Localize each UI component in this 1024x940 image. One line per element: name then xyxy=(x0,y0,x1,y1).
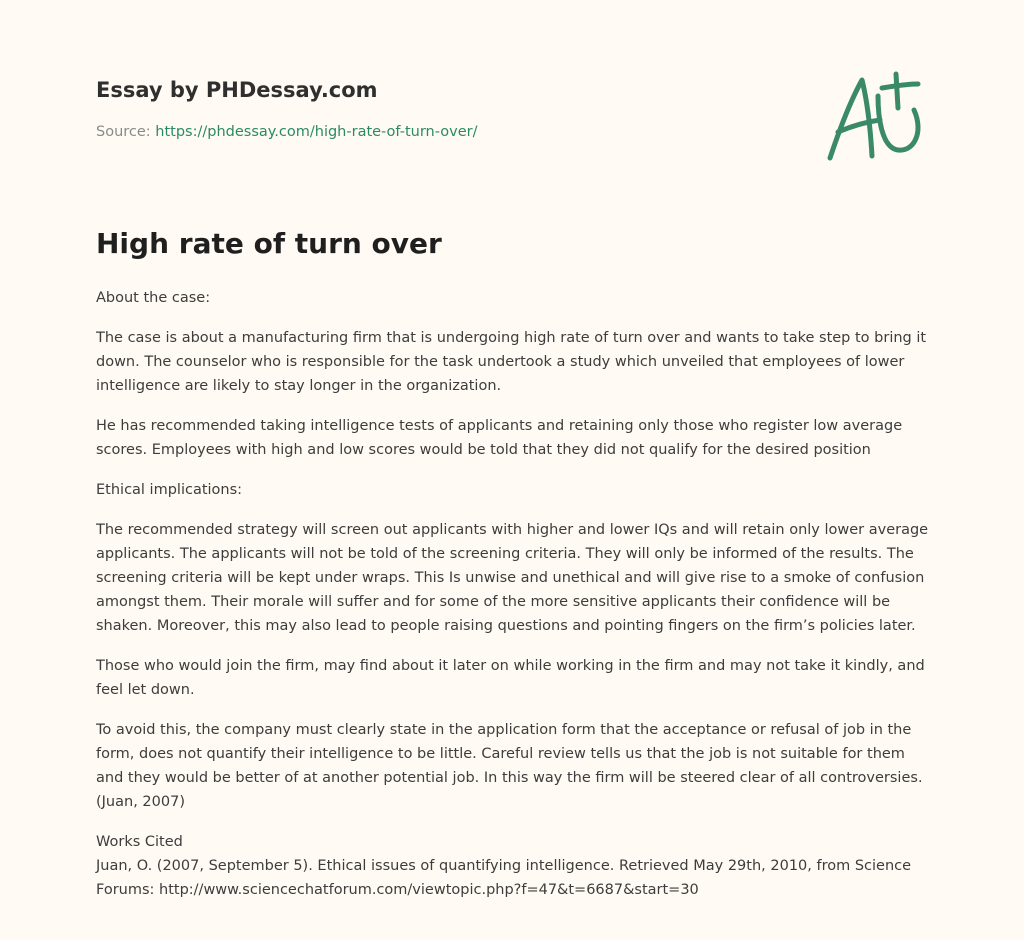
paragraph: Those who would join the firm, may find about it later on while working in the firm and may not take it kindly, and feel let down. xyxy=(96,658,925,698)
a-plus-logo-icon xyxy=(818,66,930,166)
source-link[interactable]: https://phdessay.com/high-rate-of-turn-over/ xyxy=(155,124,478,140)
brand-title: Essay by PHDessay.com xyxy=(96,78,378,102)
paragraph: He has recommended taking intelligence tests of applicants and retaining only those who register low average scores. Employees with high and low scores would be told that they did not qualify for the desired position xyxy=(96,418,903,458)
source-label: Source: xyxy=(96,124,151,140)
paragraph: Ethical implications: xyxy=(96,482,243,498)
works-cited-entry: Juan, O. (2007, September 5). Ethical issues of quantifying intelligence. Retrieved May 29th, 2010, from Science Forums: http://www.sciencechatforum.com/viewtopic.php?f=47&t=6687&start=30 xyxy=(96,858,912,898)
source-line xyxy=(96,122,477,142)
paragraph: To avoid this, the company must clearly state in the application form that the acceptance or refusal of job in the form, does not quantify their intelligence to be little. Careful review tells us that the job is not suitable for them and they would be better of at another potential job. In this way the firm will be steered clear of all controversies. (Juan, 2007) xyxy=(96,722,923,810)
paragraph: About the case: xyxy=(96,290,211,306)
works-cited xyxy=(96,830,932,902)
works-cited-heading: Works Cited xyxy=(96,834,183,850)
header xyxy=(96,76,477,142)
article-body xyxy=(96,286,932,902)
paragraph: The recommended strategy will screen out applicants with higher and lower IQs and will retain only lower average applicants. The applicants will not be told of the screening criteria. They will only be informed of the results. The screening criteria will be kept under wraps. This Is unwise and unethical and will give rise to a smoke of confusion amongst them. Their morale will suffer and for some of the more sensitive applicants their confidence will be shaken. Moreover, this may also lead to people raising questions and pointing fingers on the firm’s policies later. xyxy=(96,522,929,634)
page-title: High rate of turn over xyxy=(96,227,442,260)
paragraph: The case is about a manufacturing firm that is undergoing high rate of turn over and wants to take step to bring it down. The counselor who is responsible for the task undertook a study which unveiled that employees of lower intelligence are likely to stay longer in the organization. xyxy=(96,330,927,394)
